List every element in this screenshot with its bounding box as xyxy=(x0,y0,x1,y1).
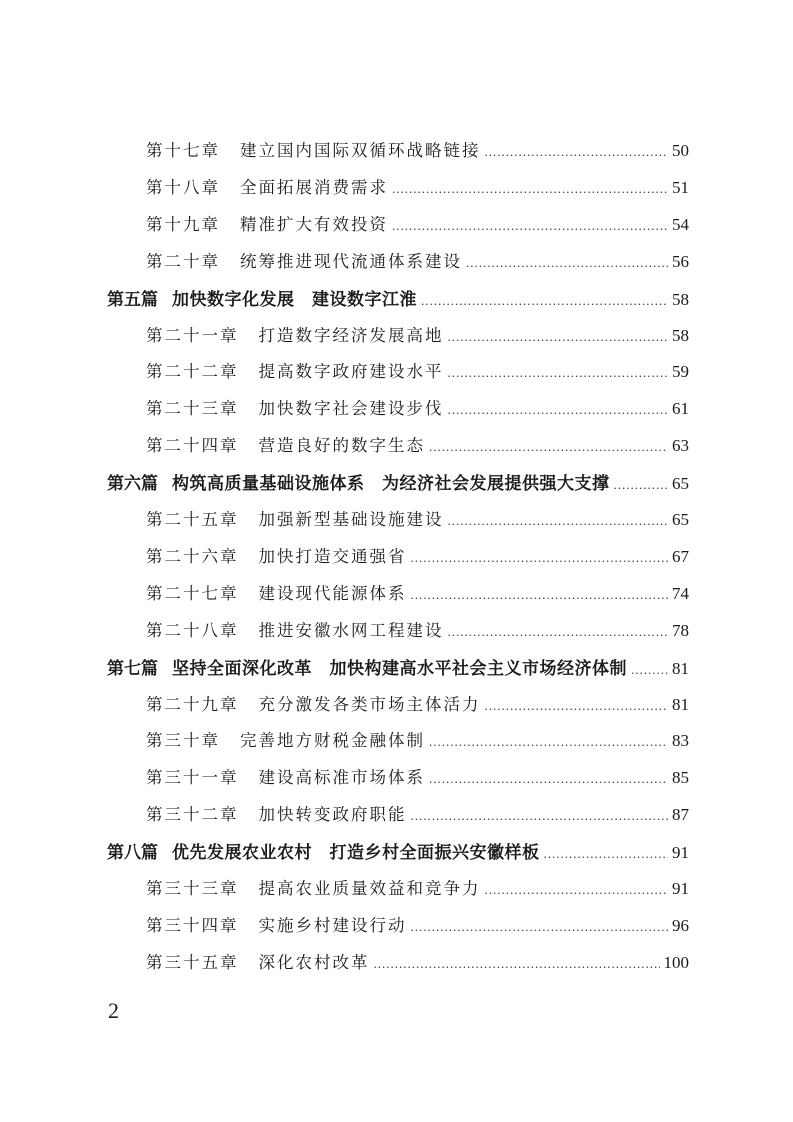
dot-leader xyxy=(392,181,668,197)
page-number: 2 xyxy=(108,998,119,1023)
dot-leader xyxy=(448,624,669,640)
chapter-title: 建设现代能源体系 xyxy=(258,583,407,603)
chapter-title: 完善地方财税金融体制 xyxy=(240,731,425,751)
dot-leader xyxy=(614,477,669,493)
chapter-number: 第三十二章 xyxy=(146,805,239,825)
entry-page-number: 81 xyxy=(672,694,689,714)
entry-page-number: 96 xyxy=(672,915,689,935)
chapter-number: 第二十一章 xyxy=(146,325,239,345)
chapter-number: 第二十八章 xyxy=(146,620,239,640)
dot-leader xyxy=(485,144,669,160)
chapter-title: 加快转变政府职能 xyxy=(258,805,407,825)
part-number: 第六篇 xyxy=(107,474,158,495)
chapter-title: 提高数字政府建设水平 xyxy=(258,362,444,382)
part-title: 优先发展农业农村 打造乡村全面振兴安徽样板 xyxy=(172,843,540,864)
chapter-title: 推进安徽水网工程建设 xyxy=(258,620,444,640)
chapter-title: 加强新型基础设施建设 xyxy=(258,510,444,529)
entry-page-number: 91 xyxy=(672,843,689,863)
chapter-number: 第三十三章 xyxy=(146,879,239,898)
dot-leader xyxy=(429,771,668,787)
chapter-title: 提高农业质量效益和竞争力 xyxy=(258,879,481,898)
part-number: 第八篇 xyxy=(107,843,158,864)
toc-part-entry[interactable] xyxy=(107,469,689,494)
entry-page-number: 83 xyxy=(672,731,689,751)
dot-leader xyxy=(631,662,668,678)
chapter-title: 精准扩大有效投资 xyxy=(240,214,388,234)
toc-chapter-entry[interactable] xyxy=(146,801,689,825)
toc-part-entry[interactable] xyxy=(107,654,689,679)
part-title: 构筑高质量基础设施体系 为经济社会发展提供强大支撑 xyxy=(172,474,610,495)
dot-leader xyxy=(485,882,669,898)
dot-leader xyxy=(392,218,668,234)
chapter-number: 第二十章 xyxy=(146,251,220,271)
entry-page-number: 51 xyxy=(672,177,689,197)
chapter-number: 第二十五章 xyxy=(146,510,239,529)
entry-page-number: 87 xyxy=(672,805,689,825)
toc-chapter-entry[interactable] xyxy=(146,432,689,456)
entry-page-number: 50 xyxy=(672,141,689,160)
chapter-number: 第二十二章 xyxy=(146,362,239,382)
chapter-number: 第三十五章 xyxy=(146,952,239,972)
chapter-number: 第三十一章 xyxy=(146,768,239,788)
toc-chapter-entry[interactable] xyxy=(146,875,689,899)
chapter-number: 第三十四章 xyxy=(146,915,239,935)
chapter-number: 第二十三章 xyxy=(146,399,239,419)
dot-leader xyxy=(411,550,669,566)
dot-leader xyxy=(411,808,669,824)
part-title: 加快数字化发展 建设数字江淮 xyxy=(172,289,417,310)
chapter-title: 加快打造交通强省 xyxy=(258,546,407,566)
dot-leader xyxy=(466,255,668,271)
chapter-title: 营造良好的数字生态 xyxy=(258,436,425,456)
dot-leader xyxy=(448,365,669,381)
toc-chapter-entry[interactable] xyxy=(146,506,689,530)
part-title: 坚持全面深化改革 加快构建高水平社会主义市场经济体制 xyxy=(172,658,627,679)
part-number: 第七篇 xyxy=(107,658,158,679)
chapter-title: 加快数字社会建设步伐 xyxy=(258,399,444,419)
dot-leader xyxy=(429,439,668,455)
chapter-title: 深化农村改革 xyxy=(258,952,370,972)
entry-page-number: 81 xyxy=(672,658,689,678)
part-number: 第五篇 xyxy=(107,289,158,310)
chapter-number: 第二十四章 xyxy=(146,436,239,456)
toc-chapter-entry[interactable] xyxy=(146,727,689,751)
dot-leader xyxy=(411,587,669,603)
dot-leader xyxy=(421,293,668,309)
chapter-number: 第十七章 xyxy=(146,141,220,160)
entry-page-number: 91 xyxy=(672,879,689,898)
entry-page-number: 56 xyxy=(672,251,689,271)
entry-page-number: 58 xyxy=(672,325,689,345)
chapter-number: 第十九章 xyxy=(146,214,220,234)
chapter-title: 打造数字经济发展高地 xyxy=(258,325,444,345)
toc-chapter-entry[interactable] xyxy=(146,691,689,715)
toc-chapter-entry[interactable] xyxy=(146,764,689,788)
entry-page-number: 54 xyxy=(672,214,689,234)
entry-page-number: 67 xyxy=(672,546,689,566)
dot-leader xyxy=(448,329,669,345)
toc-chapter-entry[interactable] xyxy=(146,322,689,346)
entry-page-number: 59 xyxy=(672,362,689,382)
dot-leader xyxy=(374,956,660,972)
dot-leader xyxy=(448,402,669,418)
entry-page-number: 78 xyxy=(672,620,689,640)
dot-leader xyxy=(429,734,668,750)
chapter-number: 第二十七章 xyxy=(146,583,239,603)
toc-chapter-entry[interactable] xyxy=(146,211,689,235)
dot-leader xyxy=(411,919,669,935)
toc-chapter-entry[interactable] xyxy=(146,358,689,382)
toc-chapter-entry[interactable] xyxy=(146,580,689,604)
chapter-title: 实施乡村建设行动 xyxy=(258,915,407,935)
toc-chapter-entry[interactable] xyxy=(146,395,689,419)
toc-part-entry[interactable] xyxy=(107,838,689,863)
dot-leader xyxy=(485,698,669,714)
toc-chapter-entry[interactable] xyxy=(146,912,689,936)
entry-page-number: 61 xyxy=(672,399,689,419)
toc-chapter-entry[interactable] xyxy=(146,137,689,161)
entry-page-number: 63 xyxy=(672,436,689,456)
chapter-title: 建立国内国际双循环战略链接 xyxy=(240,141,481,160)
entry-page-number: 58 xyxy=(672,289,689,309)
chapter-number: 第二十九章 xyxy=(146,694,239,714)
chapter-title: 充分激发各类市场主体活力 xyxy=(258,694,481,714)
chapter-title: 建设高标准市场体系 xyxy=(258,768,425,788)
chapter-number: 第二十六章 xyxy=(146,546,239,566)
entry-page-number: 65 xyxy=(672,510,689,529)
chapter-number: 第十八章 xyxy=(146,177,220,197)
chapter-title: 统筹推进现代流通体系建设 xyxy=(240,251,462,271)
dot-leader xyxy=(544,846,669,862)
chapter-number: 第三十章 xyxy=(146,731,220,751)
toc-chapter-entry[interactable] xyxy=(146,174,689,198)
entry-page-number: 85 xyxy=(672,768,689,788)
toc-chapter-entry[interactable] xyxy=(146,949,689,973)
dot-leader xyxy=(448,513,669,529)
entry-page-number: 74 xyxy=(672,583,689,603)
chapter-title: 全面拓展消费需求 xyxy=(240,177,388,197)
toc-chapter-entry[interactable] xyxy=(146,248,689,272)
toc-chapter-entry[interactable] xyxy=(146,617,689,641)
toc-chapter-entry[interactable] xyxy=(146,543,689,567)
entry-page-number: 65 xyxy=(672,474,689,494)
entry-page-number: 100 xyxy=(663,952,689,972)
toc-part-entry[interactable] xyxy=(107,285,689,310)
